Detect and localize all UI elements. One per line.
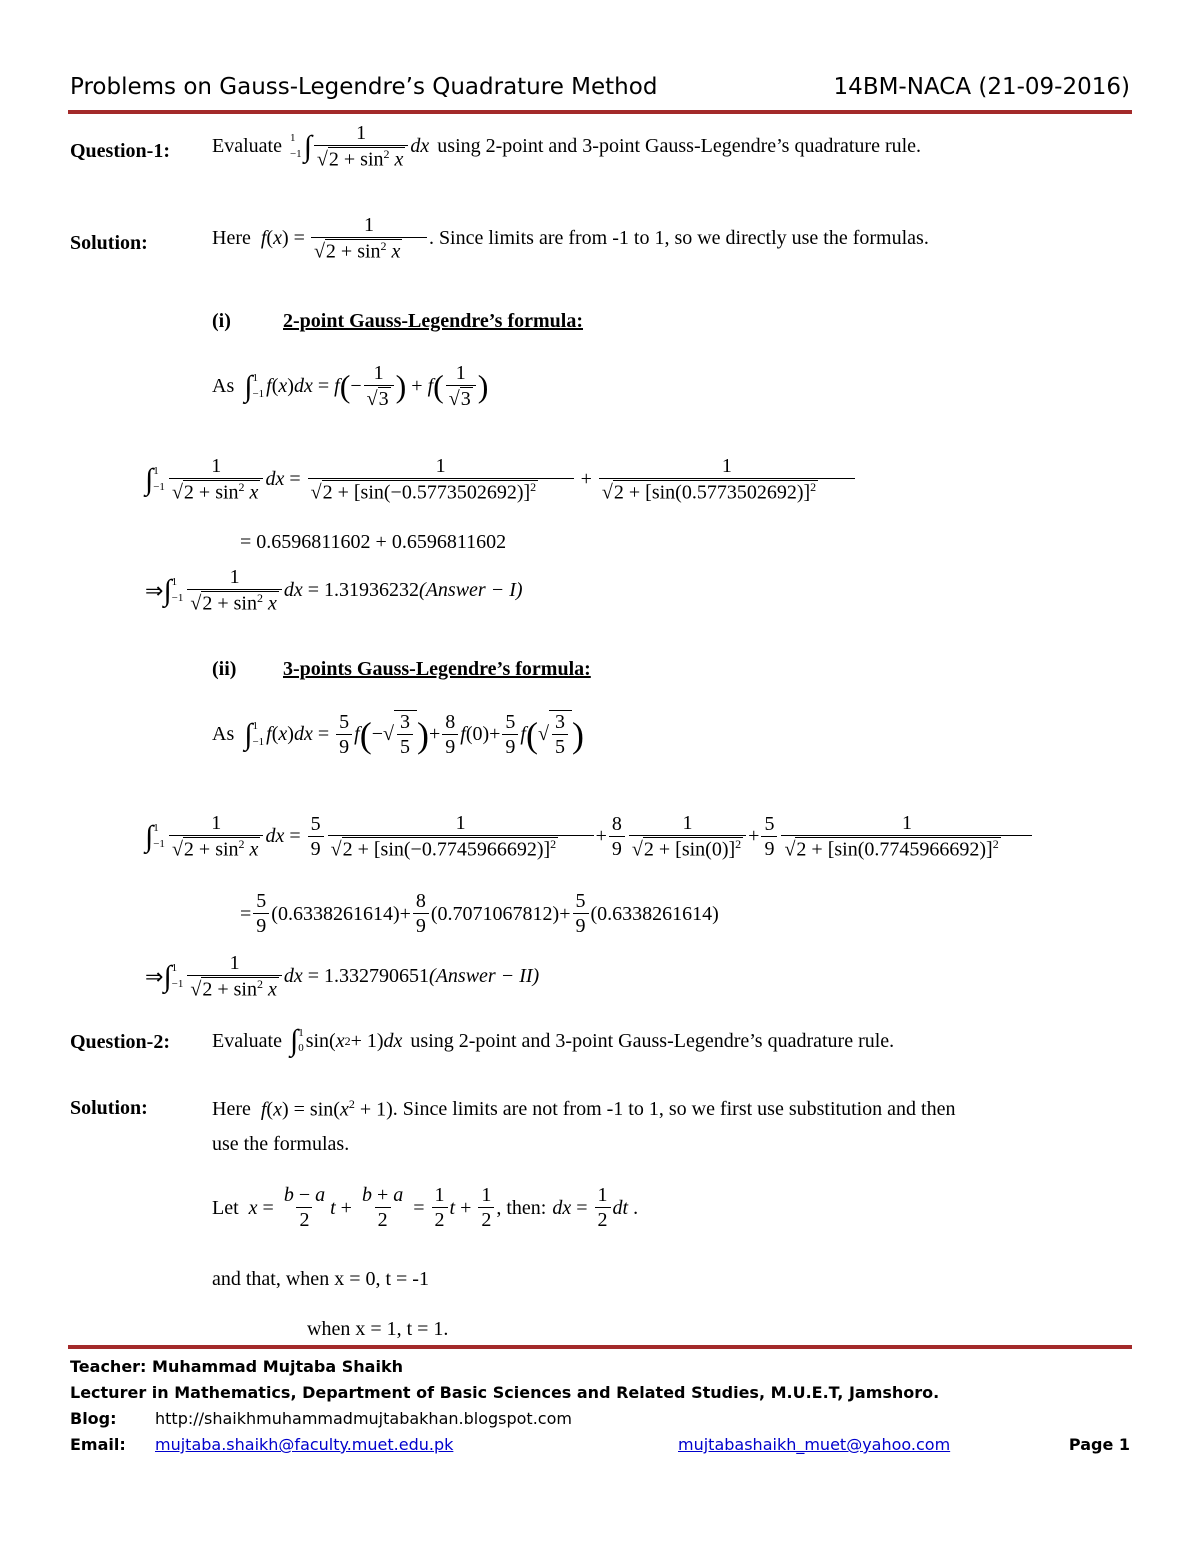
answer-label-ii: (Answer − II) <box>429 965 540 988</box>
arg-neg: −0.5773502692 <box>390 481 517 504</box>
question-1-label: Question-1: <box>70 140 170 162</box>
answer-label-i: (Answer − I) <box>419 579 523 602</box>
question-2-rest: using 2-point and 3-point Gauss-Legendre’s quadrature rule. <box>410 1029 895 1052</box>
solution-2-text: Here $f(x) = \sin(x^2 + 1)$ . Since limits are not from -1 to 1, so we first use substitution and then <box>212 1097 956 1121</box>
integral-expression: 1 −1 ∫ $\frac{1}{√2 + \sin^2 x}$ dx <box>289 122 430 171</box>
footer-blog-label: Blog: <box>70 1409 117 1428</box>
substitution-line: Let x = $\frac{b - a}{2}$ t + $\frac{b + a}{2}$ = $\frac{1}{2}$ t + $\frac{1}{2}$ , then: dx = $\frac{1}{2}$ dt . <box>212 1184 639 1231</box>
three-point-values: = $\frac{5}{9}$ (0.6338261614) + $\frac{8}{9}$ (0.7071067812) + $\frac{5}{9}$ (0.6338261614) <box>240 890 719 937</box>
part-ii-number: (ii) <box>212 658 237 680</box>
value-1: (0.6338261614) <box>271 902 400 925</box>
footer-blog-link[interactable]: http://shaikhmuhammadmujtabakhan.blogspot.com <box>155 1409 572 1428</box>
part-ii-title: 3-points Gauss-Legendre’s formula: <box>283 658 591 680</box>
solution-2-label: Solution: <box>70 1097 148 1119</box>
value-3: (0.6338261614) <box>590 902 719 925</box>
three-point-result: ⇒ ∫ 1 −1 $\frac{1}{√2 + \sin^2 x}$ dx = 1.332790651 (Answer − II) <box>145 952 540 1001</box>
let-word: Let <box>212 1196 239 1219</box>
limit-change-1: and that, when x = 0, t = -1 <box>212 1268 429 1290</box>
footer-lecturer: Lecturer in Mathematics, Department of Basic Sciences and Related Studies, M.U.E.T, Jamshoro. <box>70 1383 940 1402</box>
page-title: Problems on Gauss-Legendre’s Quadrature Method <box>70 74 658 100</box>
solution-2-line2: use the formulas. <box>212 1133 350 1155</box>
solution-1-text: Here f(x) = $\frac{1}{√2 + \sin^2 x}$ . Since limits are from -1 to 1, so we directly use the formulas. <box>212 214 929 263</box>
solution-2-rest: . Since limits are not from -1 to 1, so we first use substitution and then <box>392 1097 956 1120</box>
question-2-text: Evaluate ∫ 1 0 sin( x 2 + 1) dx using 2-point and 3-point Gauss-Legendre’s quadrature rule. <box>212 1024 895 1057</box>
arg-pos: 0.5773502692 <box>681 481 797 504</box>
footer-rule <box>68 1345 1132 1349</box>
as-word: As <box>212 375 235 397</box>
solution-1-rest: . Since limits are from -1 to 1, so we directly use the formulas. <box>428 227 929 250</box>
value-2: (0.7071067812) <box>430 902 560 925</box>
arg-zero-3: 0 <box>711 838 722 861</box>
header-rule <box>68 110 1132 114</box>
solution-1-label: Solution: <box>70 232 148 254</box>
two-point-values: = 0.6596811602 + 0.6596811602 <box>240 531 507 553</box>
evaluate-word: Evaluate <box>212 135 282 158</box>
part-i-number: (i) <box>212 310 231 332</box>
arg-neg-3: −0.7745966692 <box>410 838 537 861</box>
formula-2-point: As ∫ 1 −1 f ( x ) dx = f ( − $\frac{1}{√3}$ ) + f ( $\frac{1}{√3}$ ) <box>212 362 489 410</box>
here-word: Here <box>212 227 251 250</box>
integral-limits: 1 −1 <box>289 132 302 160</box>
limit-change-2: when x = 1, t = 1. <box>307 1318 449 1340</box>
question-2-label: Question-2: <box>70 1031 170 1053</box>
two-point-result: ⇒ ∫ 1 −1 $\frac{1}{√2 + \sin^2 x}$ dx = 1.31936232 (Answer − I) <box>145 566 523 615</box>
result-value-i: = 1.31936232 <box>307 579 420 602</box>
integral-sign: ∫ <box>303 129 312 163</box>
part-i-title: 2-point Gauss-Legendre’s formula: <box>283 310 583 332</box>
here-word-2: Here <box>212 1097 251 1120</box>
evaluate-word-2: Evaluate <box>212 1029 282 1052</box>
result-value-ii: = 1.332790651 <box>307 965 430 988</box>
footer-email-label: Email: <box>70 1435 126 1454</box>
three-point-substitution: ∫ 1 −1 $\frac{1}{√2 + \sin^2 x}$ dx = $\frac{5}{9}$ $\frac{1}{√2 + [\sin(-0.7745966692)]^2}$ + $\frac{8}{9}$ $\frac{1}{√2 + [\sin(0)]^2}$ + $\frac{5}{9}$ $\frac{1}{√2 + [\sin(0.7745966692)]^2}$ <box>145 812 1034 862</box>
footer-email-link-2[interactable]: mujtabashaikh_muet@yahoo.com <box>678 1435 951 1454</box>
question-1-rest: using 2-point and 3-point Gauss-Legendre’s quadrature rule. <box>437 135 922 158</box>
formula-3-point: As ∫ 1 −1 f ( x ) dx = $\frac{5}{9}$ f ( −√ $\frac{3}{5}$ ) + $\frac{8}{9}$ f (0)+ $\frac{5}{9}$ f ( √ $\frac{3}{5}$ ) <box>212 710 584 758</box>
course-code: 14BM-NACA (21-09-2016) <box>833 74 1130 100</box>
question-1-text <box>212 122 921 172</box>
footer-email-link-1[interactable]: mujtaba.shaikh@faculty.muet.edu.pk <box>155 1435 454 1454</box>
footer-teacher: Teacher: Muhammad Mujtaba Shaikh <box>70 1357 403 1376</box>
two-point-substitution: ∫ 1 −1 $\frac{1}{√2 + \sin^2 x}$ dx = $\frac{1}{√2 + [\sin(-0.5773502692)]^2}$ + $\frac{1}{√2 + [\sin(0.5773502692)]^2}$ <box>145 455 857 505</box>
as-word-2: As <box>212 723 235 745</box>
then-word: , then: <box>496 1196 547 1219</box>
arg-pos-3: 0.7745966692 <box>864 838 980 861</box>
page-number: Page 1 <box>1068 1435 1130 1454</box>
